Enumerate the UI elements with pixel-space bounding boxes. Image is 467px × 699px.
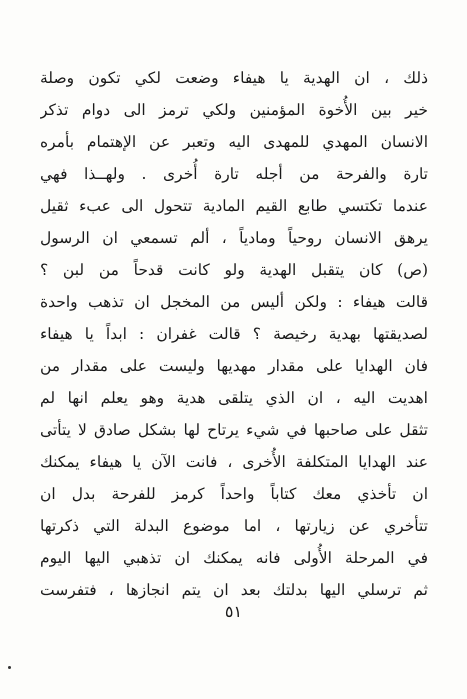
text-line: ان تأخذي معك كتاباً واحداً كرمز للفرحة بدل ان	[40, 485, 428, 503]
text-line: تتأخري عن زيارتها ، اما موضوع البدلة التي ذكرتها	[40, 517, 428, 535]
text-line: عندما تكتسي طابع القيم المادية تتحول الى عبء ثقيل	[40, 197, 428, 215]
text-line: ذلك ، ان الهدية يا هيفاء وضعت لكي تكون وصلة	[40, 69, 428, 87]
text-line: لصديقتها بهدية رخيصة ؟ قالت غفران : ابداً يا هيفاء	[40, 325, 428, 343]
text-line: يرهق الانسان روحياً ومادياً ، ألم تسمعي ان الرسول	[40, 229, 428, 247]
text-line: تثقل على صاحبها في شيء يرتاح لها بشكل صادق لا يتأتى	[40, 421, 428, 439]
text-line: في المرحلة الأُولى فانه يمكنك ان تذهبي اليها اليوم	[40, 549, 428, 567]
page-number: ٥١	[224, 602, 243, 621]
text-line: الانسان المهدي للمهدى اليه وتعبر عن الإهتمام بأمره	[40, 133, 428, 151]
text-line: (ص) كان يتقبل الهدية ولو كانت قدحاً من لبن ؟	[40, 261, 428, 279]
text-line: اهديت اليه ، ان الذي يتلقى هدية وهو يعلم انها لم	[40, 389, 428, 407]
scan-speck	[8, 666, 11, 669]
text-line: خير بين الأُخوة المؤمنين ولكي ترمز الى دوام تذكر	[40, 101, 428, 119]
text-line: فان الهدايا على مقدار مهديها وليست على مقدار من	[40, 357, 428, 375]
text-line: تارة والفرحة من أجله تارة أُخرى . ولهــذا فهي	[40, 165, 428, 183]
text-line: قالت هيفاء : ولكن أليس من المخجل ان تذهب واحدة	[40, 293, 428, 311]
text-line: عند الهدايا المتكلفة الأُخرى ، فانت الآن يا هيفاء يمكنك	[40, 453, 428, 471]
text-line: ثم ترسلي اليها بدلتك بعد ان يتم انجازها ، فتفرست	[40, 581, 428, 599]
body-text	[40, 62, 428, 606]
